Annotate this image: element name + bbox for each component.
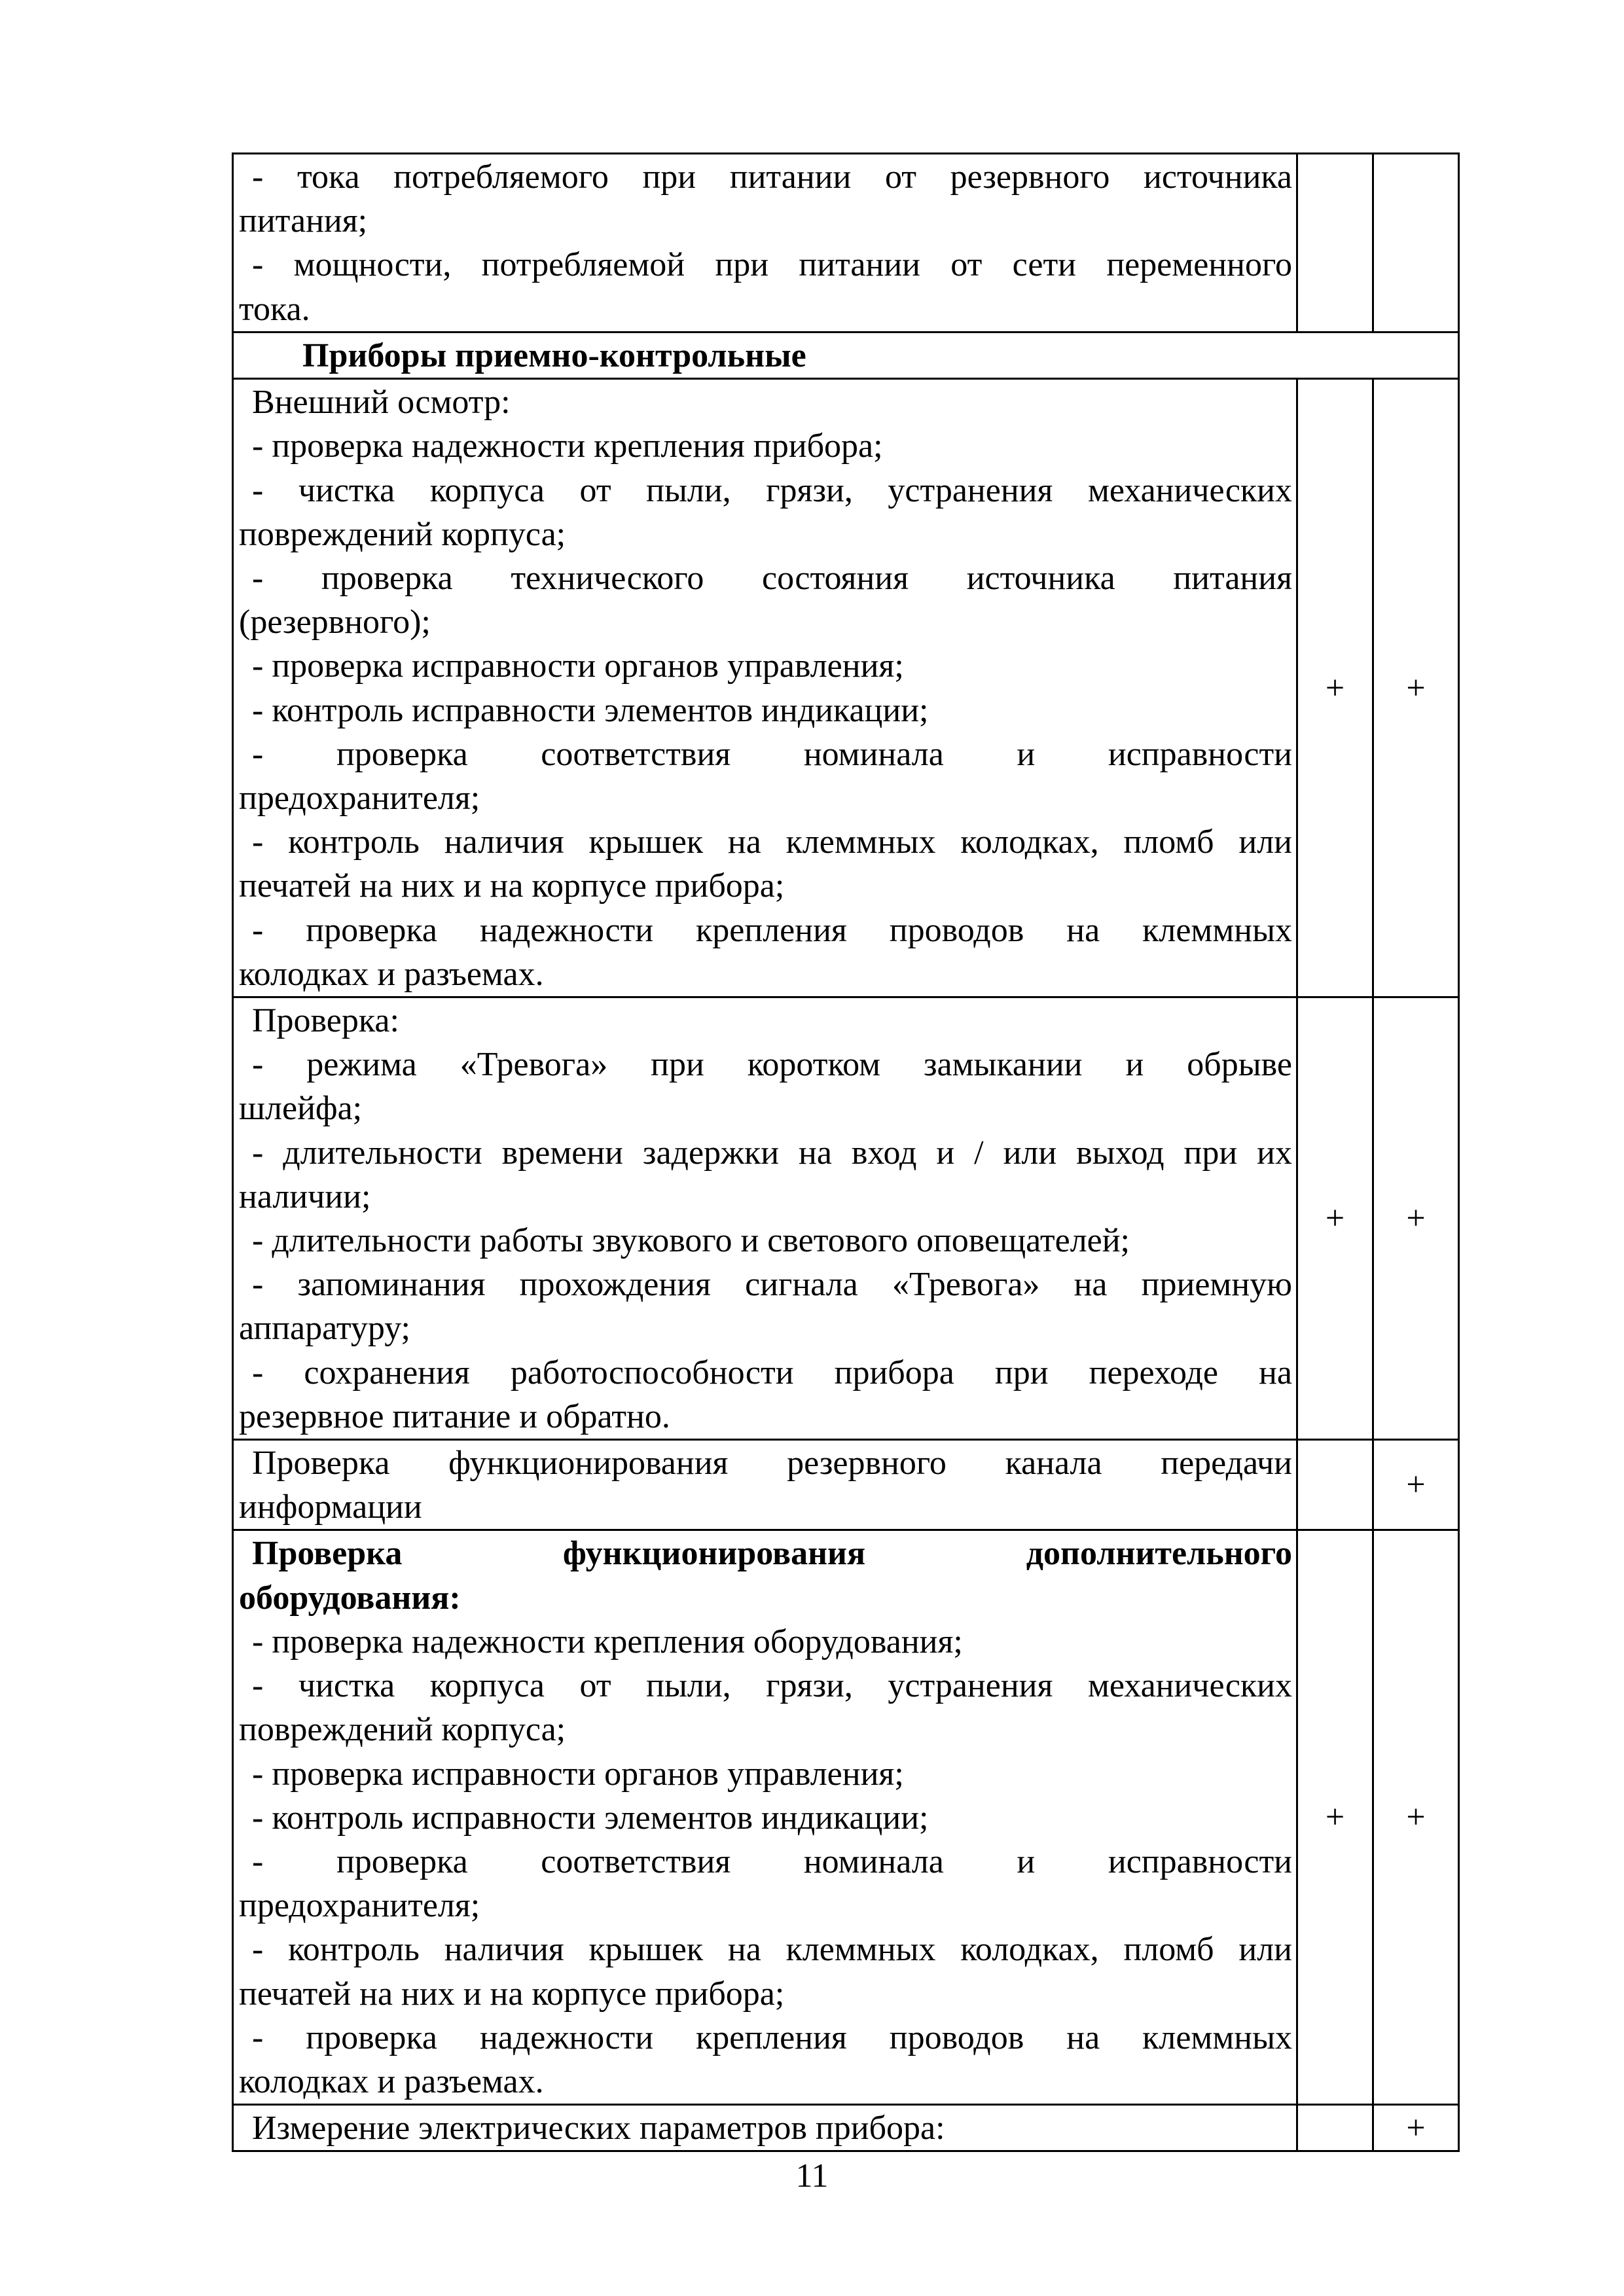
task-line: колодках и разъемах. [239, 955, 544, 993]
task-line: (резервного); [239, 603, 431, 641]
task-line: - режима «Тревога» при коротком замыкании и обрыве [252, 1046, 1292, 1084]
task-line: - длительности времени задержки на вход и / или выход при их [252, 1134, 1292, 1172]
mark-cell-2: + [1373, 997, 1459, 1440]
mark-cell-2: + [1373, 379, 1459, 997]
task-line: - проверка технического состояния источника питания [252, 560, 1292, 598]
task-line: питания; [239, 202, 368, 240]
task-line: - проверка надежности крепления проводов на клеммных [252, 2018, 1292, 2056]
task-line: тока. [239, 290, 310, 328]
task-line: - длительности работы звукового и светового оповещателей; [252, 1222, 1130, 1260]
table-row [233, 379, 1459, 997]
task-line: печатей на них и на корпусе прибора; [239, 867, 785, 905]
task-line: предохранителя; [239, 780, 480, 817]
table-row [233, 997, 1459, 1440]
mark-cell-2: + [1373, 1530, 1459, 2105]
table-row [233, 154, 1459, 332]
task-cell [233, 997, 1297, 1440]
task-line: - проверка исправности органов управления; [252, 647, 904, 685]
task-text [234, 1441, 1296, 1529]
task-text [234, 380, 1296, 996]
mark-cell-2 [1373, 154, 1459, 332]
section-row [233, 332, 1459, 379]
task-line: - проверка исправности органов управления; [252, 1755, 904, 1793]
task-line: информации [239, 1488, 422, 1526]
task-line: Внешний осмотр: [252, 384, 511, 422]
task-cell [233, 1440, 1297, 1530]
mark-cell-1: + [1297, 1530, 1373, 2105]
mark-cell-1 [1297, 154, 1373, 332]
task-line: - проверка надежности крепления проводов на клеммных [252, 911, 1292, 949]
task-line: повреждений корпуса; [239, 515, 566, 553]
task-text [234, 2106, 1296, 2150]
task-line: наличии; [239, 1177, 371, 1215]
mark-cell-1 [1297, 2105, 1373, 2151]
task-line: оборудования: [239, 1579, 461, 1617]
task-text [234, 1531, 1296, 2104]
section-title: Приборы приемно-контрольные [302, 337, 806, 374]
task-line: повреждений корпуса; [239, 1711, 566, 1749]
task-line: - контроль исправности элементов индикации; [252, 691, 929, 729]
task-line: Измерение электрических параметров прибора: [252, 2109, 945, 2147]
mark-cell-2: + [1373, 2105, 1459, 2151]
task-line: - проверка соответствия номинала и исправности [252, 735, 1292, 773]
task-line: резервное питание и обратно. [239, 1397, 670, 1435]
task-text [234, 998, 1296, 1439]
task-line: - тока потребляемого при питании от резервного источника [252, 158, 1292, 196]
task-line: - контроль исправности элементов индикации; [252, 1799, 929, 1837]
task-line: предохранителя; [239, 1887, 480, 1925]
mark-cell-1: + [1297, 997, 1373, 1440]
task-line: аппаратуру; [239, 1310, 410, 1348]
task-line: - чистка корпуса от пыли, грязи, устранения механических [252, 471, 1292, 509]
task-cell [233, 379, 1297, 997]
task-line: Проверка: [252, 1002, 399, 1040]
task-line: - контроль наличия крышек на клеммных колодках, пломб или [252, 1931, 1292, 1969]
task-line: шлейфа; [239, 1090, 363, 1128]
task-line: - проверка надежности крепления прибора; [252, 427, 883, 465]
task-line: - запоминания прохождения сигнала «Тревога» на приемную [252, 1266, 1292, 1304]
task-line: Проверка функционирования резервного канала передачи [252, 1444, 1292, 1482]
page-number: 11 [795, 2157, 829, 2195]
table-row [233, 2105, 1459, 2151]
task-cell [233, 1530, 1297, 2105]
mark-cell-1: + [1297, 379, 1373, 997]
mark-cell-2: + [1373, 1440, 1459, 1530]
task-line: Проверка функционирования дополнительного [252, 1535, 1292, 1573]
section-heading-cell [233, 332, 1459, 379]
task-line: - проверка соответствия номинала и исправности [252, 1842, 1292, 1880]
task-line: - мощности, потребляемой при питании от сети переменного [252, 246, 1292, 284]
maintenance-table [232, 152, 1460, 2152]
table-row [233, 1530, 1459, 2105]
task-text [234, 154, 1296, 331]
task-cell [233, 154, 1297, 332]
task-line: колодках и разъемах. [239, 2062, 544, 2100]
task-line: - сохранения работоспособности прибора при переходе на [252, 1354, 1292, 1391]
task-line: печатей на них и на корпусе прибора; [239, 1975, 785, 2013]
task-line: - чистка корпуса от пыли, грязи, устранения механических [252, 1667, 1292, 1705]
task-line: - проверка надежности крепления оборудования; [252, 1623, 963, 1660]
table-row [233, 1440, 1459, 1530]
mark-cell-1 [1297, 1440, 1373, 1530]
task-line: - контроль наличия крышек на клеммных колодках, пломб или [252, 823, 1292, 861]
task-cell [233, 2105, 1297, 2151]
